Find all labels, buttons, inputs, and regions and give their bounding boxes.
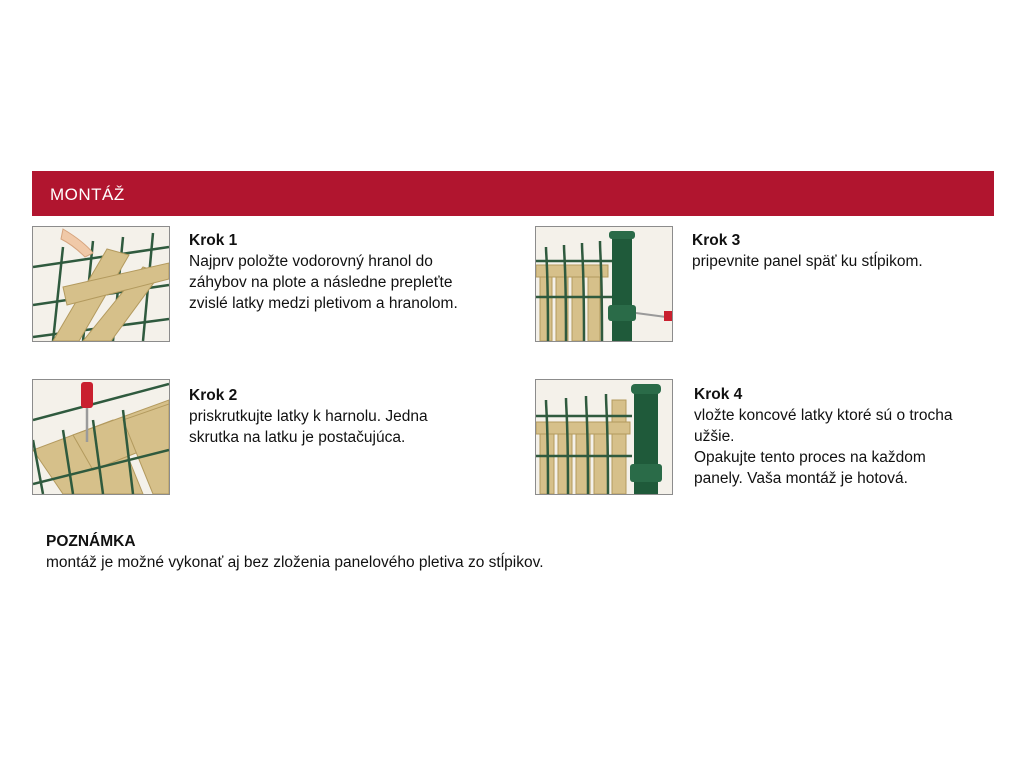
section-title: MONTÁŽ — [50, 185, 125, 204]
step-1-text: Najprv položte vodorovný hranol do záhybov na plote a následne prepleťte zvislé latky medzi pletivom a hranolom. — [189, 253, 458, 312]
section-banner — [32, 171, 994, 216]
note-text: montáž je možné vykonať aj bez zloženia panelového pletiva zo stĺpikov. — [46, 554, 544, 571]
step-1-image — [32, 226, 170, 342]
step-1-title: Krok 1 — [189, 232, 238, 249]
step-4-image — [535, 379, 673, 495]
step-2 — [189, 385, 428, 448]
step-2-image — [32, 379, 170, 495]
note-title: POZNÁMKA — [46, 533, 136, 550]
step-4-text: vložte koncové latky ktoré sú o trocha užšie. Opakujte tento proces na každom panely. Vaša montáž je hotová. — [694, 407, 953, 487]
step-4 — [694, 384, 952, 489]
step-3 — [692, 230, 923, 272]
step-4-title: Krok 4 — [694, 386, 743, 403]
step-2-text: priskrutkujte latky k harnolu. Jedna skrutka na latku je postačujúca. — [189, 408, 428, 446]
step-2-title: Krok 2 — [189, 387, 238, 404]
step-3-image — [535, 226, 673, 342]
step-3-title: Krok 3 — [692, 232, 741, 249]
step-3-text: pripevnite panel späť ku stĺpikom. — [692, 253, 923, 270]
note — [46, 531, 544, 573]
step-1 — [189, 230, 458, 314]
